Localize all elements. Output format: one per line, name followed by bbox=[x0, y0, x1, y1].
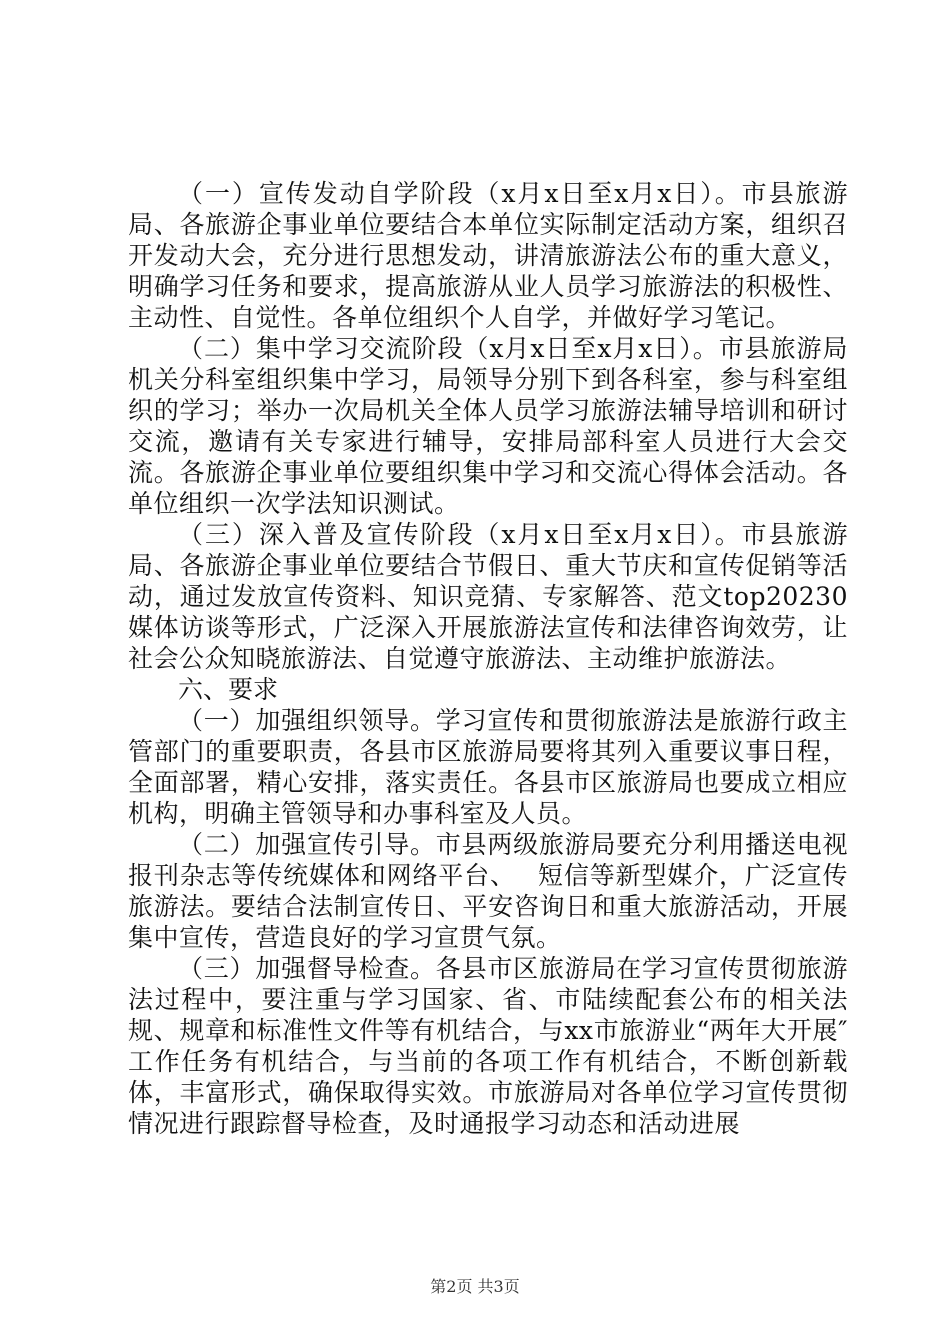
requirement-three-paragraph: （三）加强督导检查。各县市区旅游局在学习宣传贯彻旅游法过程中，要注重与学习国家、省、市陆续配套公布的相关法规、规章和标准性文件等有机结合，与xx市旅游业“两年大开展″工作任务有机结合，与当前的各项工作有机结合，不断创新载体，丰富形式，确保取得实效。市旅游局对各单位学习宣传贯彻情况进行跟踪督导检查，及时通报学习动态和活动进展 bbox=[128, 954, 848, 1138]
requirement-two-paragraph: （二）加强宣传引导。市县两级旅游局要充分利用播送电视报刊杂志等传统媒体和网络平台、 短信等新型媒介，广泛宣传旅游法。要结合法制宣传日、平安咨询日和重大旅游活动，开展集中宣传，营造良好的学习宣贯气氛。 bbox=[128, 830, 848, 952]
requirement-one-paragraph: （一）加强组织领导。学习宣传和贯彻旅游法是旅游行政主管部门的重要职责，各县市区旅游局要将其列入重要议事日程，全面部署，精心安排，落实责任。各县市区旅游局也要成立相应机构，明确主管领导和办事科室及人员。 bbox=[128, 706, 848, 828]
stage-two-paragraph: （二）集中学习交流阶段（x月x日至x月x日）。市县旅游局机关分科室组织集中学习，局领导分别下到各科室，参与科室组织的学习；举办一次局机关全体人员学习旅游法辅导培训和研讨交流，邀请有关专家进行辅导，安排局部科室人员进行大会交流。各旅游企事业单位要组织集中学习和交流心得体会活动。各单位组织一次学法知识测试。 bbox=[128, 334, 848, 518]
section-heading-requirements: 六、要求 bbox=[178, 675, 279, 704]
stage-one-paragraph: （一）宣传发动自学阶段（x月x日至x月x日）。市县旅游局、各旅游企事业单位要结合本单位实际制定活动方案，组织召开发动大会，充分进行思想发动，讲清旅游法公布的重大意义，明确学习任务和要求，提高旅游从业人员学习旅游法的积极性、主动性、自觉性。各单位组织个人自学，并做好学习笔记。 bbox=[128, 179, 848, 332]
stage-three-paragraph: （三）深入普及宣传阶段（x月x日至x月x日）。市县旅游局、各旅游企事业单位要结合节假日、重大节庆和宣传促销等活动，通过发放宣传资料、知识竞猜、专家解答、范文top20230媒体访谈等形式，广泛深入开展旅游法宣传和法律咨询效劳，让社会公众知晓旅游法、自觉遵守旅游法、主动维护旅游法。 bbox=[128, 520, 848, 673]
page-number-footer: 第2页 共3页 bbox=[430, 1277, 520, 1296]
document-body bbox=[128, 178, 848, 1139]
